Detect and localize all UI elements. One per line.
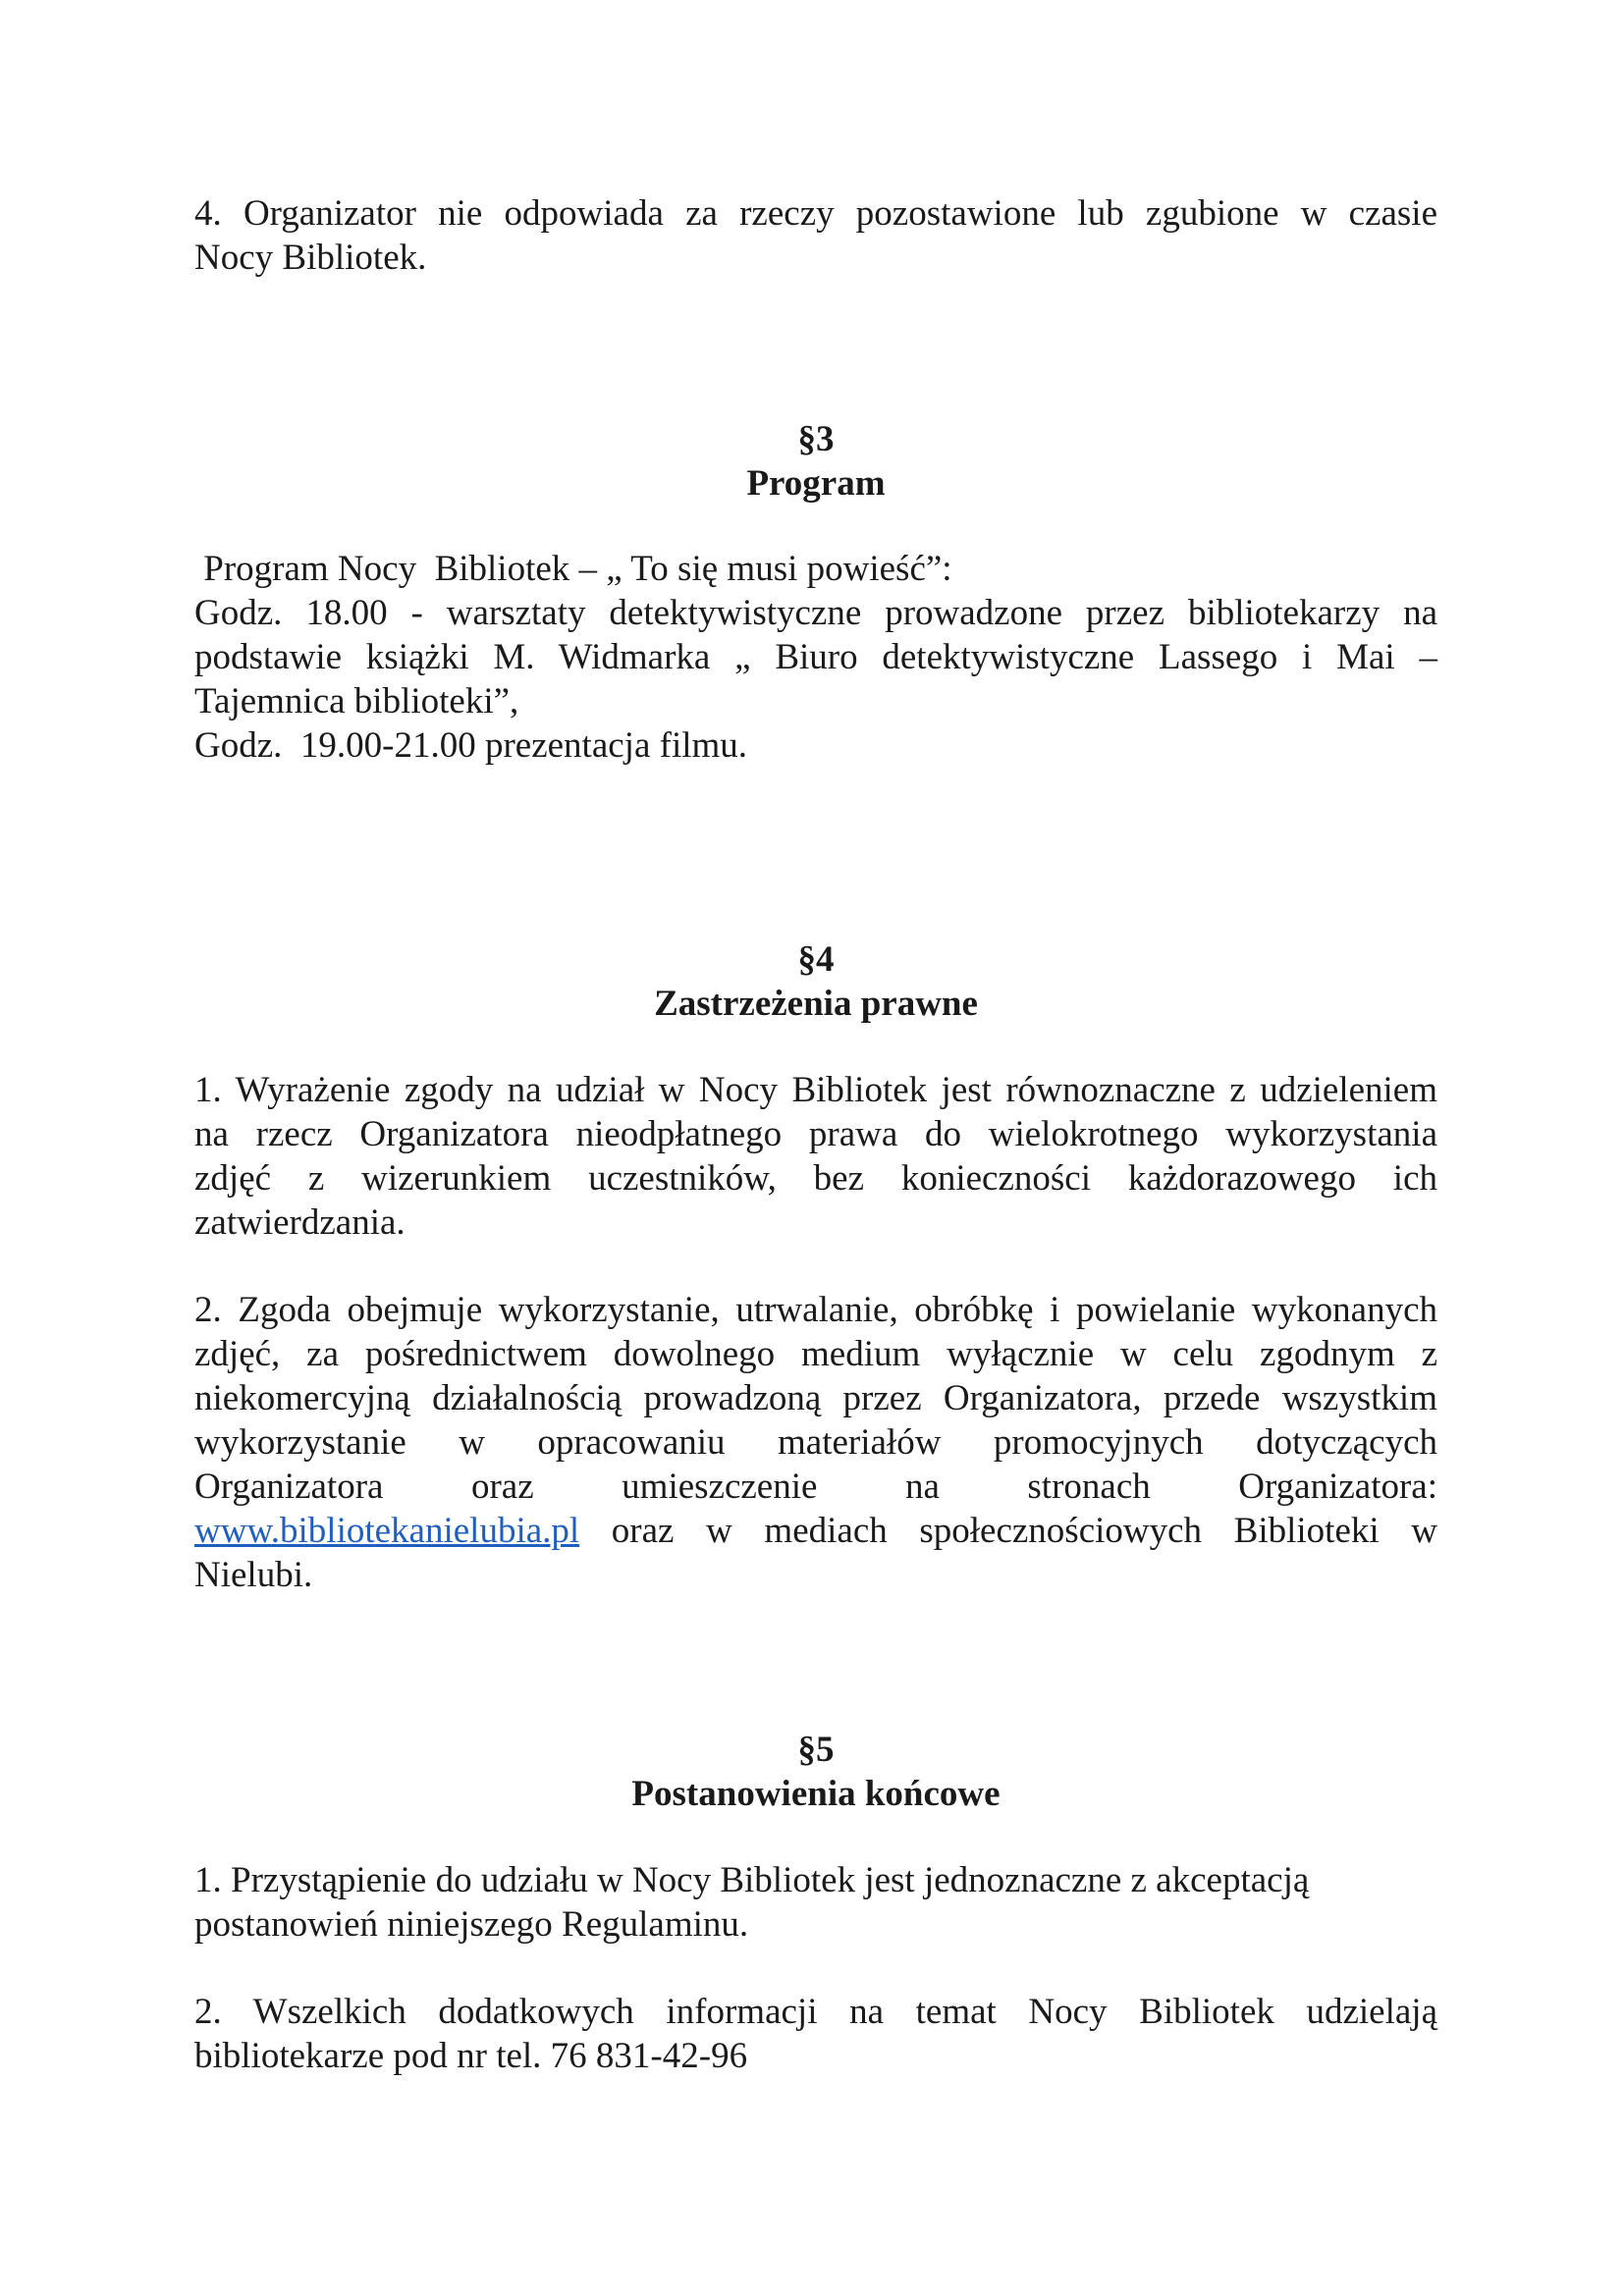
sec4-p2-line-6 [194,1509,1437,1553]
library-website-link[interactable]: www.bibliotekanielubia.pl [194,1511,580,1551]
sec3-line-3: Tajemnica biblioteki”, [194,681,519,721]
sec3-line-2: podstawie książki M. Widmarka „ Biuro detektywistyczne Lassego i Mai – [194,637,1437,677]
sec5-p1-line-2: postanowień niniejszego Regulaminu. [194,1904,749,1945]
sec2-point-4 [194,191,1437,280]
sec5-p2-line-1: 2. Wszelkich dodatkowych informacji na temat Nocy Bibliotek udzielają [194,1992,1437,2032]
sec4-p1-line-3: zdjęć z wizerunkiem uczestników, bez konieczności każdorazowego ich [194,1158,1437,1199]
sec5-p1-line-1: 1. Przystąpienie do udziału w Nocy Bibliotek jest jednoznaczne z akceptacją [194,1860,1310,1900]
sec3-number: §3 [797,419,835,459]
sec5-title: Postanowienia końcowe [631,1774,1001,1814]
sec4-p1-line-4: zatwierdzania. [194,1202,406,1243]
sec2-point-4-line-1: 4. Organizator nie odpowiada za rzeczy pozostawione lub zgubione w czasie [194,193,1437,234]
sec4-p2-line-5: Organizatora oraz umieszczenie na stronach Organizatora: [194,1467,1437,1507]
sec4-p2-line-1: 2. Zgoda obejmuje wykorzystanie, utrwalanie, obróbkę i powielanie wykonanych [194,1290,1437,1330]
sec5-point-1 [194,1858,1437,1947]
sec4-p2-line-3: niekomercyjną działalnością prowadzoną przez Organizatora, przede wszystkim [194,1378,1437,1418]
sec3-heading [194,417,1437,506]
sec4-point-1 [194,1068,1437,1245]
sec3-program [194,547,1437,768]
sec4-p2-line-6-rest: oraz w mediach społecznościowych Biblioteki w [579,1511,1437,1551]
sec4-p2-line-7: Nielubi. [194,1555,313,1595]
sec5-heading [194,1728,1437,1816]
sec5-point-2 [194,1990,1437,2078]
sec4-p2-line-4: wykorzystanie w opracowaniu materiałów promocyjnych dotyczących [194,1422,1437,1463]
sec5-number: §5 [797,1730,835,1770]
sec4-point-2 [194,1288,1437,1597]
sec4-title: Zastrzeżenia prawne [654,984,978,1024]
sec4-p2-line-2: zdjęć, za pośrednictwem dowolnego medium wyłącznie w celu zgodnym z [194,1334,1437,1374]
sec4-number: §4 [797,939,835,980]
sec4-p1-line-1: 1. Wyrażenie zgody na udział w Nocy Bibliotek jest równoznaczne z udzieleniem [194,1070,1437,1110]
sec5-p2-line-2: bibliotekarze pod nr tel. 76 831-42-96 [194,2036,748,2076]
sec3-line-1: Godz. 18.00 - warsztaty detektywistyczne prowadzone przez bibliotekarzy na [194,593,1437,633]
sec3-line-4: Godz. 19.00-21.00 prezentacja filmu. [194,725,748,766]
sec3-intro: Program Nocy Bibliotek – „ To się musi powieść”: [194,549,952,589]
sec2-point-4-line-2: Nocy Bibliotek. [194,238,427,278]
sec4-heading [194,937,1437,1026]
sec3-title: Program [746,463,886,504]
sec4-p1-line-2: na rzecz Organizatora nieodpłatnego prawa do wielokrotnego wykorzystania [194,1114,1437,1154]
